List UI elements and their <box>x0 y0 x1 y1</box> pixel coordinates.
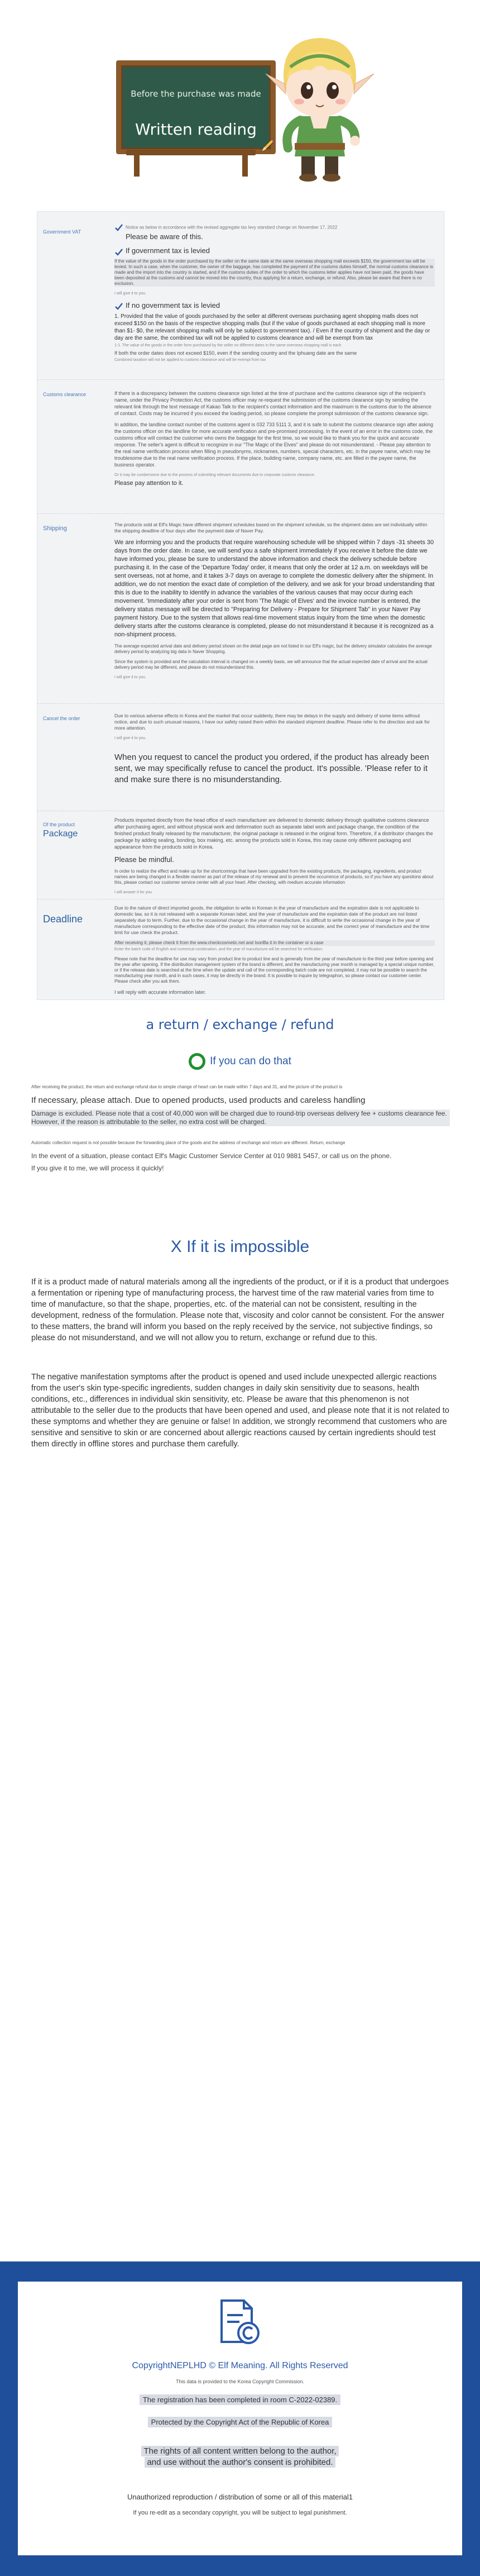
package-label: Package <box>43 829 78 839</box>
chalkboard <box>116 60 276 154</box>
shipping-p2: We are informing you and the products that require warehousing schedule will be shipped within 7 days -31 sheets 30 days from the order date. In case, we will send you a safe shipment immediately if you receive it before the date we have informed you, please be sure to understand the above information and check the delivery schedule before purchasing it. In the case of the 'Departure Today' order, it means that only the order at 12 a.m. on weekdays will be sent overseas, not at home, and it takes 3-7 days on average to complete the domestic delivery after the shipment. In addition, we do not mention the exact date of completion of the delivery, and we ask for your broad understanding that this is due to the inability to identify in advance the variables of the various causes that may occur during each movement. 'Immediately after your order is sent from 'The Magic of Elves' and the invoice number is entered, the delivery status message will be directed to "Preparing for Delivery - Prepare for Shipment Tab" in your Naver Pay payment history. Due to the system that allows real-time movement status inquiry from the time when the domestic delivery starts after the customs clearance is completed, please do not misunderstand it because it is recognized as a non-shipment process. <box>114 539 435 638</box>
cancel-p1: Due to various adverse effects in Korea and the market that occur suddenly, there may be delays in the supply and delivery of some items without notice, and due to such unusual reasons, I have our safety raised them within the standard shipment deadline. Please refer to the direction and ask for more attention. <box>114 713 430 731</box>
customs-p1: If there is a discrepancy between the customs clearance sign listed at the time of purchase and the customs clearance sign of the recipient's name, under the Privacy Protection Act, the customs officer may re-request the submission of the customs clearance sign by sending the relevant link through the text message of Kakao Talk to the recipient's contact information and the maximum is the customs due to the absence of contact. Costs may be incurred if you exceed the loading period, so please complete the prompt submission of the customs clearance sign. <box>114 391 431 416</box>
deadline-p2: After receiving it, please check it from the www.checkcosmetic.net and IsoriBa it in the container or a case <box>114 940 435 946</box>
vat-aware: Please be aware of this. <box>126 232 203 241</box>
cancel-section <box>37 703 444 804</box>
package-p4: I will answer it for you. <box>114 891 153 894</box>
provided-text: This data is provided to the Korea Copyright Commission. <box>175 2379 305 2384</box>
checkmark-icon <box>114 223 123 232</box>
protected-text: Protected by the Copyright Act of the Republic of Korea <box>148 2417 333 2427</box>
cancel-label: Cancel the order <box>43 716 80 721</box>
board-title: Written reading <box>135 120 257 139</box>
package-p1: Products imported directly from the head office of each manufacturer are delivered to domestic delivery through qualitative customs clearance after purchasing agent, and without physical work and deformation such as separate label work and package change, the condition of the finished product finally released by the manufacturer, the original package is released in the original form. Therefore, if a distributor changes the package by adding sealing, bonding, box making, etc. among the products sold in Korea, this may cause only different packaging and appearance from the products sold in Korea. <box>114 817 433 850</box>
package-section <box>37 811 444 895</box>
checkmark-icon <box>114 302 123 311</box>
vat-not-levied-2: If both the order dates does not exceed $150, even if the sending country and the Iphuang date are the same <box>114 350 357 356</box>
deadline-p4: Please note that the deadline for use may vary from product line to product line and is generally from the year of manufacture to the third year before opening and the year after opening. If the distribution management system of the brand is different, and the manufacturing year month is managed by a special unique number, or if the release date is searched at the time when the update and call of the corresponding batch code are not completed, it may not be possible to search the manufacturing year month, and in such cases, it may be directly in the brand. It is possible to inquire by telegraphon, so please contact our customer center. Please check after you ask them. <box>114 956 435 984</box>
deadline-p5: I will reply with accurate information later. <box>114 989 207 995</box>
vat-if-levied-heading: If government tax is levied <box>126 246 210 255</box>
vat-not-levied-small: 1-1. The value of the goods in the order form purchased by the seller on different dates in the same overseas shopping mall is each <box>114 344 342 348</box>
package-p2: Please be mindful. <box>114 855 174 864</box>
vat-if-not-levied-heading: If no government tax is levied <box>126 301 220 309</box>
copyright-footer <box>0 2261 480 2576</box>
purchase-notice-panel <box>37 211 444 1000</box>
returns-p4: Automatic collection request is not possible because the forwarding place of the goods and the address of exchange and return are different. Return, exchange <box>31 1140 345 1145</box>
returns-p2: If necessary, please attach. Due to opened products, used products and careless handling <box>31 1096 366 1105</box>
package-p3: In order to realize the effect and make up for the shortcomings that have been upgraded from the existing products, the packaging, ingredients, and product names are being changed in a flexible manner as part of the release of my renewal and to prevent the occurrence of products, so if you have any questions about this, please contact our customer service center with all your heart. After checking, with medium accurate information <box>114 869 434 885</box>
rights-line-2: and use without the author's consent is prohibited. <box>145 2457 335 2468</box>
shipping-p4: Since the system is provided and the calculation interval is changed on a weekly basis, we will announce that the actual expected date of arrival and the actual delivery period may be different, and please do not misunderstand this. <box>114 659 428 670</box>
vat-intro: Notice as below in accordance with the revised aggregate tax levy standard change on November 17, 2022 <box>126 225 338 230</box>
returns-p3: Damage is excluded. Please note that a cost of 40,000 won will be charged due to round-trip overseas delivery fee + customs clearance fee. However, if the reason is attributable to the seller, no extra cost will be charged. <box>31 1110 450 1126</box>
returns-p1: After receiving the product, the return and exchange refund due to simple change of heart can be made within 7 days and 31, and the picture of the product is <box>31 1084 343 1089</box>
vat-levied-note: I will give it to you. <box>114 291 146 296</box>
vat-not-levied-small2: Combined taxation will not be applied to customs clearance and will be exempt from tax <box>114 358 266 363</box>
vat-label: Government VAT <box>43 229 81 235</box>
vat-levied-text: If the value of the goods in the order purchased by the seller on the same date at the same overseas shopping mall exceeds $150, the government tax will be levied. In such a case, when the customer, the owner of the baggage, has completed the payment of the customs duties himself, the normal customs clearance is made and the import into the country is started, and if the customs duties of the order to which the customs letter applies have not been paid, the goods have been deposited at the customs and cannot be moved into the country, thus applying for a return, exchange, or refund. Also, please be aware that there is no exclusion. <box>114 259 435 287</box>
can-do-heading: If you can do that <box>210 1055 291 1067</box>
vat-section <box>37 212 444 363</box>
customs-label: Customs clearance <box>43 392 87 397</box>
impossible-p1: If it is a product made of natural materials among all the ingredients of the product, or if it is a product that undergoes a fermentation or ripening type of manufacturing process, the harvest time of the raw material varies from time to time of manufacture, so that the shape, properties, etc. of the material can not be consistent, resulting in the development, redness of the formulation. Please note that, viscosity and color cannot be consistent. For the answer to these matters, the brand will inform you based on the reply received by the service, not subjective findings, so please do not misunderstand, and we will not allow you to return, exchange or refund due to this. <box>31 1278 449 1342</box>
returns-p5: In the event of a situation, please contact Elf's Magic Customer Service Center at 010 9881 5457, or call us on the phone. <box>31 1152 392 1160</box>
shipping-label: Shipping <box>43 525 67 532</box>
deadline-section <box>37 899 444 1000</box>
impossible-heading: X If it is impossible <box>170 1237 310 1256</box>
returns-p6: If you give it to me, we will process it quickly! <box>31 1164 164 1172</box>
shipping-p3: The average expected arrival date and delivery period shown on the detail page are not listed in our Elf's magic, but the delivery simulator calculates the average delivery period by analyzing big data in Naver Shopping. <box>114 644 432 654</box>
shipping-p1: The products sold at Elf's Magic have different shipment schedules based on the shipment schedule, so the shipment dates are set individually within the shipping deadline of four days after the payment date of Naver Pay. <box>114 522 428 534</box>
customs-p4: Please pay attention to it. <box>114 480 184 487</box>
elf-character-illustration <box>261 22 378 184</box>
customs-p3: Or it may be cumbersome due to the process of submitting relevant documents due to corporate customs clearance. <box>114 473 315 477</box>
hero <box>0 0 480 201</box>
customs-p2: In addition, the landline contact number of the customs agent is 032 733 5111 3, and it is safe to submit the customs clearance sign after asking the customs officer on the landline for more accurate verification and pre-promised processing. In the event of an error in the customs code, the customs office will contact the customer who owns the baggage for the first time, so we would like to thank you for the quick and accurate response. The seller's agent is difficult to recognize in our "The Magic of the Elves" and please do not misunderstand. - Please pay attention to the real name verification process when filling in pseudonyms, nicknames, numbers, special characters, etc. in the payee name, which may be troublesome due to the real name verification process. If the place, building name, company name, etc. are filled in the payee name, the business operator. <box>114 422 434 468</box>
checkmark-icon <box>114 247 123 256</box>
deadline-p1: Due to the nature of direct imported goods, the obligation to write in Korean in the year of manufacture and the expiration date is not applicable to domestic law, so it is not released with a separate Korean label, and the year of manufacture and the expiration date of the product are not listed separately due to term. Further, due to the occasional change in the year of manufacture, it is difficult to write the occasional change in the year of manufacture corresponding to the effective date of the product, this information may not be accurate, and the correct year of manufacture and the time limit for use check the product. <box>114 905 430 935</box>
reedit-text: If you re-edit as a secondary copyright, you will be subject to legal punishment. <box>133 2510 347 2516</box>
cancel-p2: I will give it to you. <box>114 736 146 740</box>
deadline-p3: Enter the batch code of English and numerical combination, and the year of manufacture will be searched for verification. <box>114 947 323 951</box>
impossible-p2: The negative manifestation symptoms after the product is opened and used include unexpected allergic reactions from the user's skin type-specific ingredients, sudden changes in daily skin sensitivity due to seasons, health conditions, etc., differences in individual skin sensitivity, etc. Please be aware that this phenomenon is not attributable to the seller due to the products that have been opened and used, and please note that it is not related to these symptoms and whether they are genuine or false! In addition, we strongly recommend that customers who are sensitive and sensitive to skin or are concerned about allergic reactions caused by certain ingredients should test them directly in offline stores and purchase them carefully. <box>31 1373 449 1449</box>
copyright-text: CopyrightNEPLHD © Elf Meaning. All Rights Reserved <box>132 2361 348 2370</box>
board-subtitle: Before the purchase was made <box>131 89 261 99</box>
shipping-section <box>37 513 444 693</box>
ok-circle-icon <box>189 1053 205 1070</box>
package-label-small: Of the product <box>43 822 75 827</box>
vat-not-levied-text: 1. Provided that the value of goods purchased by the seller at different overseas purchasing agent shopping malls does not exceed $150 on the basis of the respective shopping malls (but if the value of goods purchased at each shopping mall is more than $1- $0, the relevant shopping malls will only be subject to government tax). / Even if the country of shipment and the day or day are the same, the combined tax will not be applied to customs clearance and will be exempt from tax <box>114 313 430 342</box>
unauthorized-text: Unauthorized reproduction / distribution of some or all of this material1 <box>127 2493 353 2501</box>
registration-text: The registration has been completed in room C-2022-02389. <box>140 2394 340 2405</box>
rights-line-1: The rights of all content written belong to the author, <box>141 2446 338 2456</box>
copyright-document-icon <box>217 2298 262 2346</box>
returns-title: a return / exchange / refund <box>146 1017 334 1032</box>
deadline-label: Deadline <box>43 913 83 925</box>
shipping-p5: I will give it to you. <box>114 675 146 679</box>
customs-section <box>37 379 444 508</box>
cancel-p3: When you request to cancel the product you ordered, if the product has already been sent, we may specifically refuse to cancel the product. It's possible. 'Please refer to it and make sure there is no misunderstanding. <box>114 753 429 784</box>
